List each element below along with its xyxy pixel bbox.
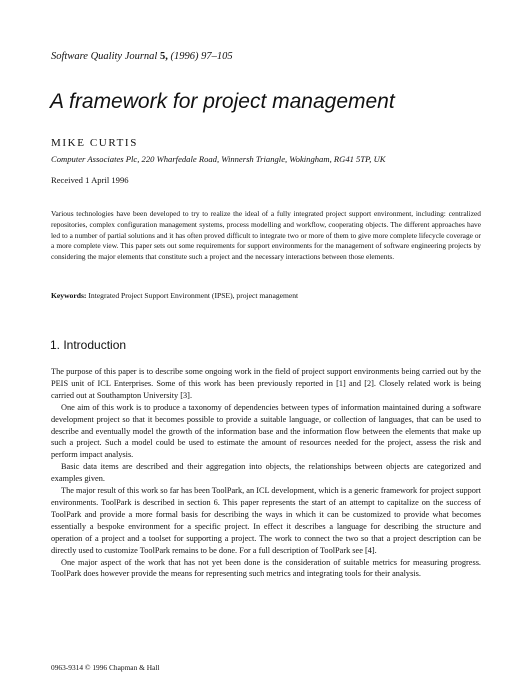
article-title: A framework for project management	[50, 90, 395, 113]
journal-citation	[51, 51, 233, 62]
abstract: Various technologies have been developed to try to realize the ideal of a fully integrated project support environment, including: centralized repositories, complex configuration management systems, process modelling and workflow, cooperating objects. The different approaches have led to a number of partial solutions and it has often proved difficult to integrate two or more of them to give more complete lifecycle coverage or a more complete view. This paper sets out some requirements for support environments for the management of software engineering projects by considering the major elements that constitute such a project and the necessary interactions between those elements.	[51, 209, 481, 262]
section-body	[51, 366, 481, 580]
author-name: MIKE CURTIS	[51, 137, 138, 149]
copyright-footer: 0963-9314 © 1996 Chapman & Hall	[51, 663, 160, 672]
received-date: Received 1 April 1996	[51, 175, 129, 185]
body-paragraph: The major result of this work so far has been ToolPark, an ICL development, which is a generic framework for project support environments. ToolPark is described in section 6. This paper represents the start of an attempt to capitalize on the success of ToolPark and provide a more formal basis for describing the ways in which it can be customized to provide what becomes essentially a bespoke environment for a specific project. In effect it describes a language for describing the structure and operation of a project and a toolset for supporting a project. The work to connect the two so that a project description can be directly used to customize ToolPark remains to be done. For a full description of ToolPark see [4].	[51, 486, 481, 555]
keywords-label: Keywords:	[51, 291, 87, 300]
body-paragraph: The purpose of this paper is to describe some ongoing work in the field of project support environments being carried out by the PEIS unit of ICL Enterprises. Some of this work has been previously reported in [1] and [2]. Closely related work is being carried out at Southampton University [3].	[51, 367, 481, 400]
journal-year-pages: (1996) 97–105	[170, 51, 233, 62]
body-paragraph: One aim of this work is to produce a taxonomy of dependencies between types of information maintained during a software development project so that it becomes possible to provide a suitable language, or collection of languages, that can be used to describe and eventually model the growth of the information base and the information flow between the elements that make up such a project. Such a model could be used to estimate the amount of resources needed for the project, assess the risk and perform impact analysis.	[51, 402, 481, 460]
body-paragraph: Basic data items are described and their aggregation into objects, the relationships between objects are categorized and examples given.	[51, 462, 481, 484]
body-paragraph: One major aspect of the work that has not yet been done is the consideration of suitable metrics for measuring progress. ToolPark does however provide the means for representing such metrics and integrating tools for their analysis.	[51, 557, 481, 579]
keywords	[51, 291, 298, 300]
keywords-text: Integrated Project Support Environment (IPSE), project management	[88, 291, 299, 300]
journal-volume: 5,	[159, 51, 168, 62]
section-heading: 1. Introduction	[50, 338, 127, 352]
journal-name: Software Quality Journal	[51, 51, 158, 62]
author-affiliation: Computer Associates Plc, 220 Wharfedale Road, Winnersh Triangle, Wokingham, RG41 5TP, UK	[51, 154, 386, 164]
